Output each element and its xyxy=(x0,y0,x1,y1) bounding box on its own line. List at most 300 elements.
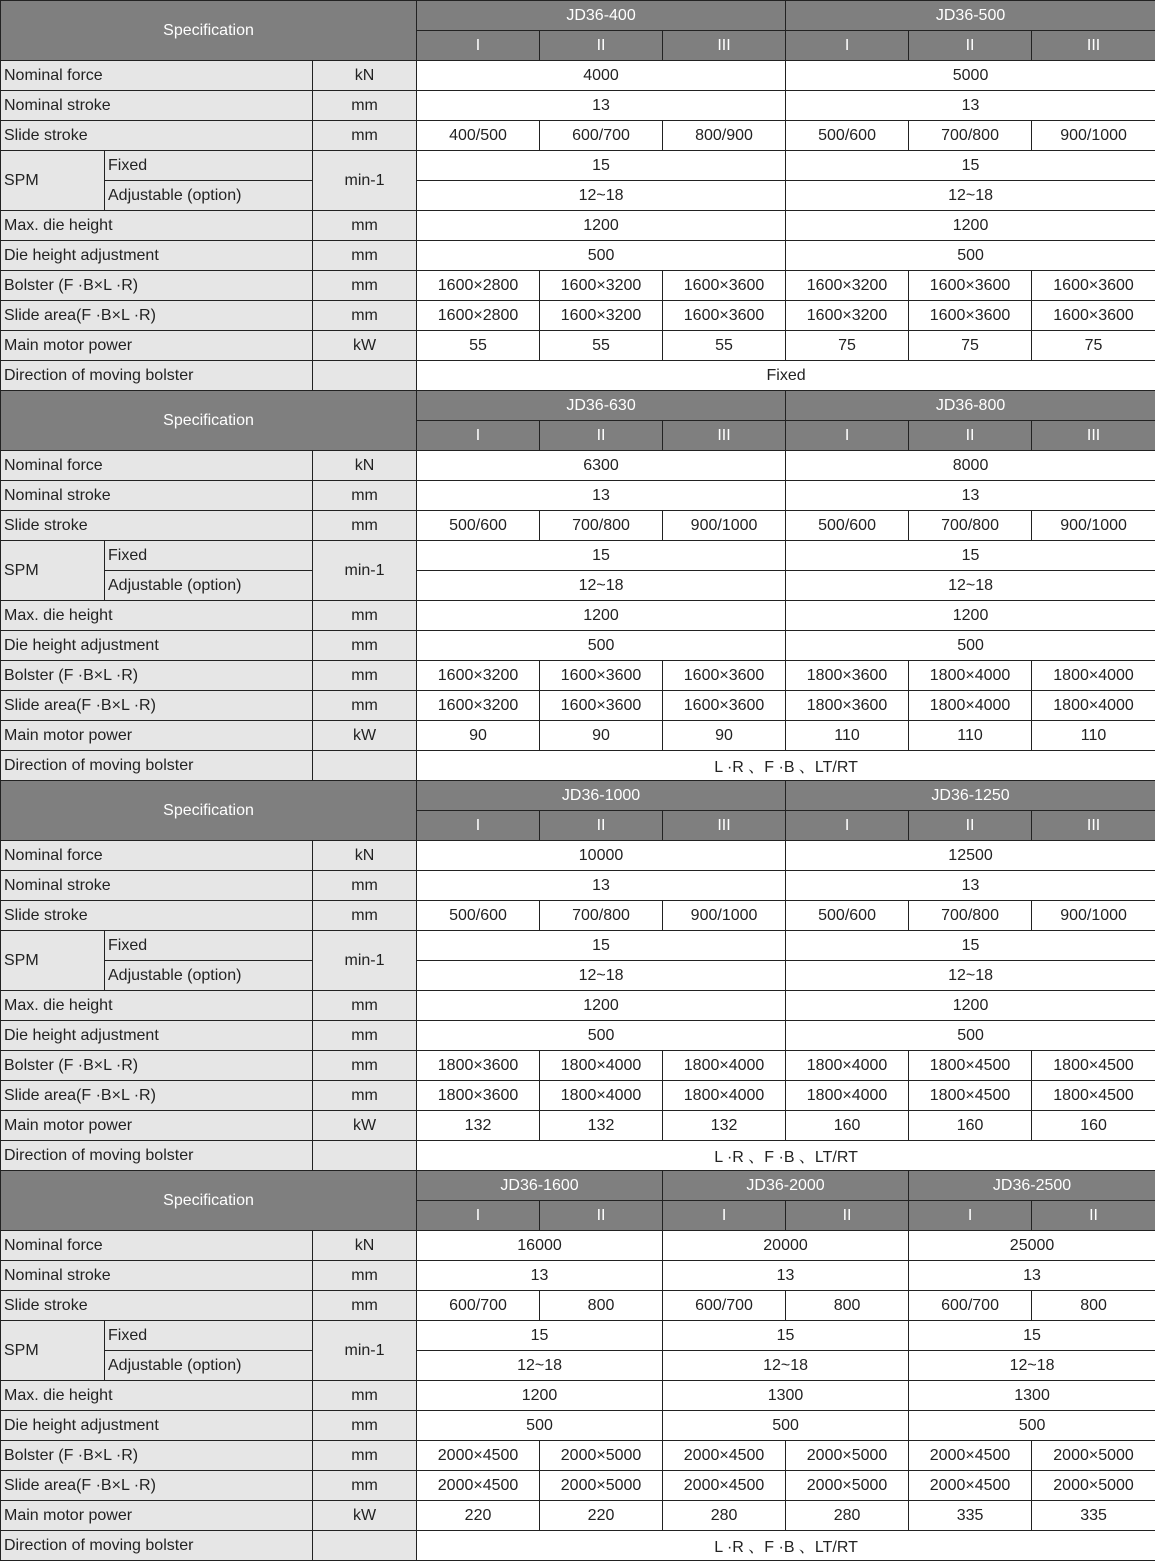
die-height-adjustment-row xyxy=(1,1021,1155,1051)
slide-stroke-value: 700/800 xyxy=(540,511,663,541)
variant-header: II xyxy=(540,811,663,841)
slide-area-value: 1800×4000 xyxy=(786,1081,909,1111)
spm-fixed-value: 15 xyxy=(417,931,786,961)
slide-stroke-value: 700/800 xyxy=(909,511,1032,541)
direction-value: L ·R 、F ·B 、LT/RT xyxy=(417,1141,1155,1171)
main-motor-power-value: 220 xyxy=(417,1501,540,1531)
slide-stroke-value: 900/1000 xyxy=(1032,511,1155,541)
nominal-force-label: Nominal force xyxy=(1,1231,313,1261)
nominal-stroke-value: 13 xyxy=(786,481,1155,511)
spm-fixed-value: 15 xyxy=(909,1321,1155,1351)
direction-value: L ·R 、F ·B 、LT/RT xyxy=(417,751,1155,781)
slide-area-row xyxy=(1,1081,1155,1111)
max-die-height-label: Max. die height xyxy=(1,601,313,631)
bolster-value: 1800×3600 xyxy=(417,1051,540,1081)
direction-unit xyxy=(313,1141,417,1171)
spm-adjustable-value: 12~18 xyxy=(786,961,1155,991)
slide-stroke-value: 500/600 xyxy=(786,901,909,931)
bolster-label: Bolster (F ·B×L ·R) xyxy=(1,661,313,691)
bolster-value: 1800×4500 xyxy=(1032,1051,1155,1081)
spm-fixed-label: Fixed xyxy=(105,541,313,571)
die-height-adjustment-unit: mm xyxy=(313,1021,417,1051)
direction-unit xyxy=(313,751,417,781)
main-motor-power-value: 280 xyxy=(786,1501,909,1531)
slide-stroke-value: 900/1000 xyxy=(663,511,786,541)
main-motor-power-value: 160 xyxy=(909,1111,1032,1141)
slide-stroke-value: 600/700 xyxy=(540,121,663,151)
max-die-height-row xyxy=(1,601,1155,631)
nominal-force-unit: kN xyxy=(313,451,417,481)
slide-area-unit: mm xyxy=(313,301,417,331)
slide-stroke-value: 800/900 xyxy=(663,121,786,151)
main-motor-power-value: 55 xyxy=(663,331,786,361)
main-motor-power-label: Main motor power xyxy=(1,1111,313,1141)
variant-header: II xyxy=(1032,1201,1155,1231)
die-height-adjustment-value: 500 xyxy=(909,1411,1155,1441)
spm-adjustable-label: Adjustable (option) xyxy=(105,1351,313,1381)
spm-fixed-value: 15 xyxy=(786,541,1155,571)
spm-label: SPM xyxy=(1,541,105,601)
model-name-header: JD36-1600 xyxy=(417,1171,663,1201)
slide-stroke-label: Slide stroke xyxy=(1,121,313,151)
nominal-stroke-label: Nominal stroke xyxy=(1,481,313,511)
main-motor-power-value: 132 xyxy=(663,1111,786,1141)
direction-row xyxy=(1,361,1155,391)
slide-area-value: 1600×2800 xyxy=(417,301,540,331)
die-height-adjustment-label: Die height adjustment xyxy=(1,1021,313,1051)
nominal-stroke-value: 13 xyxy=(417,91,786,121)
bolster-unit: mm xyxy=(313,1051,417,1081)
spm-fixed-value: 15 xyxy=(417,1321,663,1351)
slide-stroke-unit: mm xyxy=(313,1291,417,1321)
nominal-stroke-row xyxy=(1,1261,1155,1291)
slide-area-value: 1800×3600 xyxy=(417,1081,540,1111)
bolster-unit: mm xyxy=(313,661,417,691)
nominal-stroke-label: Nominal stroke xyxy=(1,871,313,901)
main-motor-power-value: 220 xyxy=(540,1501,663,1531)
slide-area-unit: mm xyxy=(313,1081,417,1111)
main-motor-power-value: 75 xyxy=(786,331,909,361)
main-motor-power-value: 160 xyxy=(1032,1111,1155,1141)
nominal-stroke-value: 13 xyxy=(417,871,786,901)
spm-fixed-value: 15 xyxy=(417,151,786,181)
slide-stroke-value: 800 xyxy=(1032,1291,1155,1321)
variant-header: III xyxy=(1032,31,1155,61)
max-die-height-unit: mm xyxy=(313,991,417,1021)
die-height-adjustment-value: 500 xyxy=(417,1411,663,1441)
variant-header: II xyxy=(540,31,663,61)
variant-header: III xyxy=(663,421,786,451)
spm-unit: min-1 xyxy=(313,541,417,601)
die-height-adjustment-row xyxy=(1,1411,1155,1441)
main-motor-power-value: 75 xyxy=(1032,331,1155,361)
bolster-value: 1600×3200 xyxy=(786,271,909,301)
nominal-stroke-unit: mm xyxy=(313,871,417,901)
die-height-adjustment-value: 500 xyxy=(786,1021,1155,1051)
slide-stroke-row xyxy=(1,1291,1155,1321)
max-die-height-label: Max. die height xyxy=(1,211,313,241)
variant-header: II xyxy=(909,31,1032,61)
variant-header: II xyxy=(540,421,663,451)
bolster-value: 2000×5000 xyxy=(540,1441,663,1471)
main-motor-power-unit: kW xyxy=(313,1111,417,1141)
slide-area-value: 1800×4500 xyxy=(909,1081,1032,1111)
die-height-adjustment-value: 500 xyxy=(417,1021,786,1051)
spm-fixed-label: Fixed xyxy=(105,931,313,961)
nominal-force-value: 6300 xyxy=(417,451,786,481)
slide-area-value: 1800×4000 xyxy=(540,1081,663,1111)
direction-value: Fixed xyxy=(417,361,1155,391)
variant-header: I xyxy=(909,1201,1032,1231)
max-die-height-unit: mm xyxy=(313,211,417,241)
slide-stroke-label: Slide stroke xyxy=(1,1291,313,1321)
spm-adjustable-value: 12~18 xyxy=(417,181,786,211)
bolster-value: 1600×3600 xyxy=(909,271,1032,301)
variant-header: I xyxy=(417,1201,540,1231)
max-die-height-value: 1200 xyxy=(417,211,786,241)
main-motor-power-value: 75 xyxy=(909,331,1032,361)
variant-header: I xyxy=(663,1201,786,1231)
max-die-height-unit: mm xyxy=(313,1381,417,1411)
max-die-height-value: 1200 xyxy=(417,1381,663,1411)
direction-label: Direction of moving bolster xyxy=(1,1531,313,1561)
direction-value: L ·R 、F ·B 、LT/RT xyxy=(417,1531,1155,1561)
nominal-force-label: Nominal force xyxy=(1,451,313,481)
spm-unit: min-1 xyxy=(313,1321,417,1381)
slide-area-row xyxy=(1,301,1155,331)
bolster-label: Bolster (F ·B×L ·R) xyxy=(1,1051,313,1081)
nominal-force-label: Nominal force xyxy=(1,841,313,871)
slide-area-unit: mm xyxy=(313,691,417,721)
model-name-header: JD36-500 xyxy=(786,1,1155,31)
variant-header: II xyxy=(909,421,1032,451)
nominal-force-value: 4000 xyxy=(417,61,786,91)
variant-header: II xyxy=(540,1201,663,1231)
slide-stroke-label: Slide stroke xyxy=(1,511,313,541)
spm-adjustable-value: 12~18 xyxy=(786,571,1155,601)
nominal-force-value: 12500 xyxy=(786,841,1155,871)
die-height-adjustment-value: 500 xyxy=(786,241,1155,271)
spm-adjustable-value: 12~18 xyxy=(417,1351,663,1381)
slide-stroke-row xyxy=(1,511,1155,541)
slide-area-value: 1800×4000 xyxy=(663,1081,786,1111)
specification-header: Specification xyxy=(1,1,417,61)
max-die-height-value: 1200 xyxy=(417,601,786,631)
slide-area-value: 1600×3600 xyxy=(663,691,786,721)
variant-header: I xyxy=(417,421,540,451)
bolster-value: 2000×4500 xyxy=(663,1441,786,1471)
spm-adjustable-row xyxy=(1,961,1155,991)
bolster-value: 1800×4000 xyxy=(909,661,1032,691)
main-motor-power-value: 55 xyxy=(417,331,540,361)
die-height-adjustment-row xyxy=(1,241,1155,271)
bolster-value: 1800×4000 xyxy=(1032,661,1155,691)
spm-unit: min-1 xyxy=(313,151,417,211)
model-name-header: JD36-1250 xyxy=(786,781,1155,811)
slide-area-value: 2000×4500 xyxy=(909,1471,1032,1501)
max-die-height-value: 1200 xyxy=(786,991,1155,1021)
nominal-force-value: 8000 xyxy=(786,451,1155,481)
nominal-force-row xyxy=(1,841,1155,871)
nominal-stroke-row xyxy=(1,481,1155,511)
slide-area-value: 1600×3200 xyxy=(417,691,540,721)
slide-area-value: 1600×3600 xyxy=(663,301,786,331)
bolster-row xyxy=(1,1441,1155,1471)
bolster-value: 1600×3600 xyxy=(663,271,786,301)
specification-header: Specification xyxy=(1,781,417,841)
nominal-force-row xyxy=(1,1231,1155,1261)
nominal-stroke-value: 13 xyxy=(909,1261,1155,1291)
spm-unit: min-1 xyxy=(313,931,417,991)
slide-stroke-value: 700/800 xyxy=(909,901,1032,931)
spm-adjustable-row xyxy=(1,181,1155,211)
nominal-force-row xyxy=(1,61,1155,91)
slide-stroke-value: 700/800 xyxy=(909,121,1032,151)
direction-row xyxy=(1,1141,1155,1171)
specification-header: Specification xyxy=(1,391,417,451)
main-motor-power-value: 110 xyxy=(1032,721,1155,751)
variant-header: III xyxy=(663,31,786,61)
variant-header: III xyxy=(1032,811,1155,841)
spm-fixed-label: Fixed xyxy=(105,1321,313,1351)
model-header-row xyxy=(1,781,1155,811)
max-die-height-value: 1200 xyxy=(786,211,1155,241)
slide-area-value: 2000×4500 xyxy=(663,1471,786,1501)
nominal-force-value: 25000 xyxy=(909,1231,1155,1261)
slide-stroke-row xyxy=(1,121,1155,151)
direction-row xyxy=(1,751,1155,781)
nominal-stroke-value: 13 xyxy=(663,1261,909,1291)
die-height-adjustment-value: 500 xyxy=(417,241,786,271)
nominal-force-unit: kN xyxy=(313,1231,417,1261)
slide-stroke-value: 500/600 xyxy=(786,511,909,541)
main-motor-power-value: 132 xyxy=(417,1111,540,1141)
slide-stroke-value: 900/1000 xyxy=(1032,901,1155,931)
max-die-height-row xyxy=(1,1381,1155,1411)
model-header-row xyxy=(1,391,1155,421)
max-die-height-value: 1200 xyxy=(786,601,1155,631)
slide-area-value: 1800×3600 xyxy=(786,691,909,721)
slide-area-value: 1600×3200 xyxy=(786,301,909,331)
slide-area-value: 1800×4500 xyxy=(1032,1081,1155,1111)
main-motor-power-value: 132 xyxy=(540,1111,663,1141)
slide-area-value: 2000×4500 xyxy=(417,1471,540,1501)
bolster-value: 1600×3600 xyxy=(663,661,786,691)
slide-stroke-row xyxy=(1,901,1155,931)
main-motor-power-value: 110 xyxy=(786,721,909,751)
bolster-value: 1800×4000 xyxy=(540,1051,663,1081)
max-die-height-row xyxy=(1,211,1155,241)
spm-adjustable-value: 12~18 xyxy=(909,1351,1155,1381)
spm-adjustable-label: Adjustable (option) xyxy=(105,961,313,991)
direction-label: Direction of moving bolster xyxy=(1,361,313,391)
bolster-unit: mm xyxy=(313,271,417,301)
max-die-height-value: 1200 xyxy=(417,991,786,1021)
slide-area-value: 2000×5000 xyxy=(1032,1471,1155,1501)
slide-stroke-value: 500/600 xyxy=(417,511,540,541)
nominal-stroke-label: Nominal stroke xyxy=(1,1261,313,1291)
spm-adjustable-label: Adjustable (option) xyxy=(105,181,313,211)
slide-area-value: 1600×3600 xyxy=(909,301,1032,331)
variant-header: II xyxy=(909,811,1032,841)
direction-label: Direction of moving bolster xyxy=(1,1141,313,1171)
main-motor-power-value: 55 xyxy=(540,331,663,361)
main-motor-power-value: 160 xyxy=(786,1111,909,1141)
slide-area-value: 2000×5000 xyxy=(540,1471,663,1501)
main-motor-power-unit: kW xyxy=(313,331,417,361)
model-name-header: JD36-1000 xyxy=(417,781,786,811)
slide-stroke-value: 800 xyxy=(786,1291,909,1321)
nominal-stroke-row xyxy=(1,91,1155,121)
slide-stroke-label: Slide stroke xyxy=(1,901,313,931)
slide-area-value: 1800×4000 xyxy=(1032,691,1155,721)
max-die-height-label: Max. die height xyxy=(1,991,313,1021)
slide-area-value: 1800×4000 xyxy=(909,691,1032,721)
main-motor-power-value: 90 xyxy=(417,721,540,751)
main-motor-power-value: 90 xyxy=(663,721,786,751)
main-motor-power-row xyxy=(1,721,1155,751)
spm-fixed-label: Fixed xyxy=(105,151,313,181)
main-motor-power-row xyxy=(1,1111,1155,1141)
nominal-stroke-row xyxy=(1,871,1155,901)
bolster-unit: mm xyxy=(313,1441,417,1471)
slide-area-value: 1600×3600 xyxy=(540,691,663,721)
slide-area-row xyxy=(1,691,1155,721)
nominal-force-value: 20000 xyxy=(663,1231,909,1261)
direction-label: Direction of moving bolster xyxy=(1,751,313,781)
max-die-height-unit: mm xyxy=(313,601,417,631)
slide-area-value: 2000×5000 xyxy=(786,1471,909,1501)
bolster-value: 1600×3200 xyxy=(417,661,540,691)
main-motor-power-value: 280 xyxy=(663,1501,786,1531)
direction-unit xyxy=(313,361,417,391)
main-motor-power-value: 90 xyxy=(540,721,663,751)
slide-stroke-value: 900/1000 xyxy=(1032,121,1155,151)
nominal-force-value: 16000 xyxy=(417,1231,663,1261)
specification-header: Specification xyxy=(1,1171,417,1231)
bolster-value: 1800×4000 xyxy=(786,1051,909,1081)
spm-fixed-value: 15 xyxy=(786,151,1155,181)
die-height-adjustment-row xyxy=(1,631,1155,661)
slide-area-value: 1600×3200 xyxy=(540,301,663,331)
main-motor-power-value: 110 xyxy=(909,721,1032,751)
spm-adjustable-row xyxy=(1,571,1155,601)
variant-header: III xyxy=(663,811,786,841)
slide-stroke-value: 500/600 xyxy=(417,901,540,931)
spm-adjustable-label: Adjustable (option) xyxy=(105,571,313,601)
nominal-force-value: 5000 xyxy=(786,61,1155,91)
die-height-adjustment-unit: mm xyxy=(313,1411,417,1441)
nominal-stroke-value: 13 xyxy=(786,871,1155,901)
nominal-force-value: 10000 xyxy=(417,841,786,871)
variant-header: III xyxy=(1032,421,1155,451)
spm-adjustable-row xyxy=(1,1351,1155,1381)
die-height-adjustment-label: Die height adjustment xyxy=(1,631,313,661)
max-die-height-label: Max. die height xyxy=(1,1381,313,1411)
nominal-force-unit: kN xyxy=(313,61,417,91)
bolster-row xyxy=(1,1051,1155,1081)
die-height-adjustment-label: Die height adjustment xyxy=(1,1411,313,1441)
nominal-force-unit: kN xyxy=(313,841,417,871)
max-die-height-row xyxy=(1,991,1155,1021)
variant-header: I xyxy=(786,811,909,841)
nominal-stroke-unit: mm xyxy=(313,1261,417,1291)
spm-label: SPM xyxy=(1,1321,105,1381)
model-name-header: JD36-2000 xyxy=(663,1171,909,1201)
spm-fixed-row xyxy=(1,931,1155,961)
main-motor-power-row xyxy=(1,331,1155,361)
variant-header: I xyxy=(786,31,909,61)
model-name-header: JD36-2500 xyxy=(909,1171,1155,1201)
bolster-value: 2000×5000 xyxy=(786,1441,909,1471)
nominal-stroke-value: 13 xyxy=(417,1261,663,1291)
model-name-header: JD36-400 xyxy=(417,1,786,31)
slide-stroke-value: 600/700 xyxy=(909,1291,1032,1321)
slide-area-value: 1600×3600 xyxy=(1032,301,1155,331)
slide-area-label: Slide area(F ·B×L ·R) xyxy=(1,691,313,721)
spm-adjustable-value: 12~18 xyxy=(663,1351,909,1381)
spm-fixed-row xyxy=(1,541,1155,571)
spm-label: SPM xyxy=(1,151,105,211)
main-motor-power-unit: kW xyxy=(313,721,417,751)
variant-header: I xyxy=(786,421,909,451)
slide-stroke-value: 400/500 xyxy=(417,121,540,151)
spm-fixed-value: 15 xyxy=(786,931,1155,961)
die-height-adjustment-unit: mm xyxy=(313,241,417,271)
die-height-adjustment-value: 500 xyxy=(417,631,786,661)
spm-adjustable-value: 12~18 xyxy=(417,961,786,991)
bolster-value: 1800×3600 xyxy=(786,661,909,691)
spm-fixed-row xyxy=(1,151,1155,181)
slide-stroke-value: 600/700 xyxy=(417,1291,540,1321)
die-height-adjustment-value: 500 xyxy=(786,631,1155,661)
die-height-adjustment-value: 500 xyxy=(663,1411,909,1441)
slide-stroke-value: 600/700 xyxy=(663,1291,786,1321)
slide-area-label: Slide area(F ·B×L ·R) xyxy=(1,301,313,331)
bolster-value: 2000×4500 xyxy=(909,1441,1032,1471)
direction-row xyxy=(1,1531,1155,1561)
bolster-label: Bolster (F ·B×L ·R) xyxy=(1,1441,313,1471)
nominal-stroke-label: Nominal stroke xyxy=(1,91,313,121)
spm-adjustable-value: 12~18 xyxy=(417,571,786,601)
direction-unit xyxy=(313,1531,417,1561)
bolster-value: 1800×4500 xyxy=(909,1051,1032,1081)
main-motor-power-value: 335 xyxy=(1032,1501,1155,1531)
slide-stroke-value: 500/600 xyxy=(786,121,909,151)
variant-header: I xyxy=(417,31,540,61)
variant-header: I xyxy=(417,811,540,841)
slide-area-label: Slide area(F ·B×L ·R) xyxy=(1,1471,313,1501)
slide-area-label: Slide area(F ·B×L ·R) xyxy=(1,1081,313,1111)
main-motor-power-unit: kW xyxy=(313,1501,417,1531)
main-motor-power-row xyxy=(1,1501,1155,1531)
bolster-row xyxy=(1,271,1155,301)
model-header-row xyxy=(1,1,1155,31)
slide-stroke-value: 800 xyxy=(540,1291,663,1321)
slide-stroke-value: 900/1000 xyxy=(663,901,786,931)
bolster-value: 1600×3200 xyxy=(540,271,663,301)
bolster-value: 1600×3600 xyxy=(540,661,663,691)
model-name-header: JD36-800 xyxy=(786,391,1155,421)
slide-stroke-value: 700/800 xyxy=(540,901,663,931)
slide-area-unit: mm xyxy=(313,1471,417,1501)
bolster-value: 1800×4000 xyxy=(663,1051,786,1081)
bolster-row xyxy=(1,661,1155,691)
spm-fixed-value: 15 xyxy=(663,1321,909,1351)
nominal-stroke-value: 13 xyxy=(786,91,1155,121)
slide-stroke-unit: mm xyxy=(313,121,417,151)
bolster-value: 2000×5000 xyxy=(1032,1441,1155,1471)
